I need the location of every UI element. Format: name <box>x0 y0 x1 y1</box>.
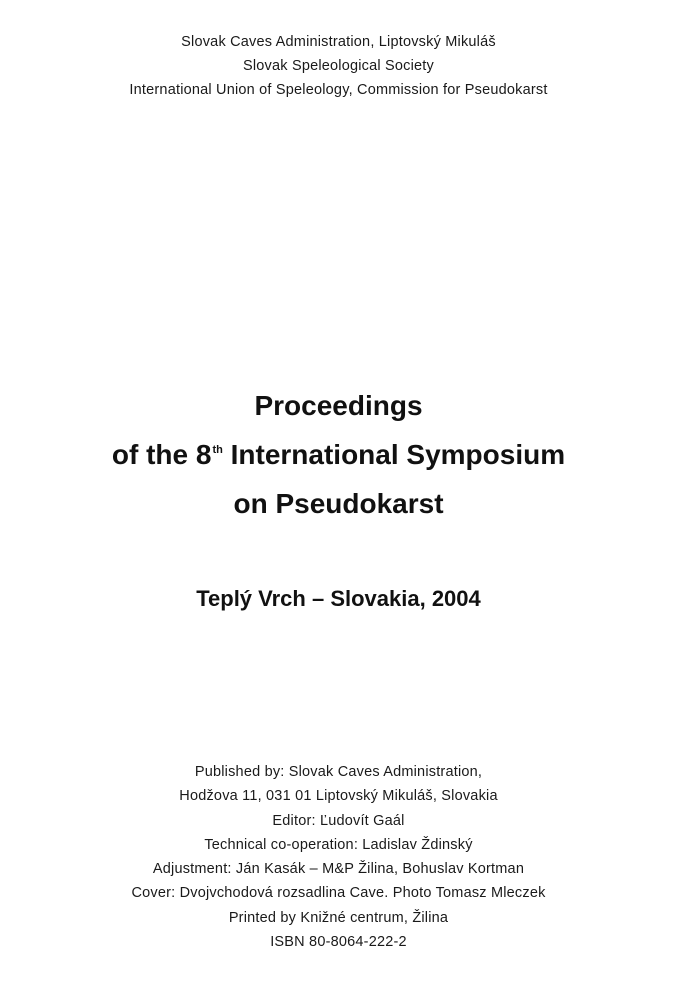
organizations-block <box>0 30 677 102</box>
imprint-block <box>0 760 677 954</box>
address-line: Hodžova 11, 031 01 Liptovský Mikuláš, Slovakia <box>179 788 498 805</box>
adjustment-line: Adjustment: Ján Kasák – M&P Žilina, Bohuslav Kortman <box>152 861 525 878</box>
organization-line: Slovak Caves Administration, Liptovský Mikuláš <box>181 34 496 50</box>
organization-line: Slovak Speleological Society <box>243 58 434 74</box>
book-title <box>0 381 677 528</box>
title-line-3: on Pseudokarst <box>233 488 444 519</box>
title-line-1: Proceedings <box>254 390 423 421</box>
technical-cooperation-line: Technical co-operation: Ladislav Ždinský <box>204 836 473 853</box>
ordinal-suffix: th <box>212 444 223 456</box>
venue-and-year: Teplý Vrch – Slovakia, 2004 <box>196 586 481 611</box>
editor-line: Editor: Ľudovít Gaál <box>272 812 405 829</box>
publisher-line: Published by: Slovak Caves Administration, <box>194 764 483 780</box>
title-line-2 <box>0 430 677 479</box>
title-line-2-end: International Symposium <box>222 439 566 470</box>
cover-credit-line: Cover: Dvojvchodová rozsadlina Cave. Photo Tomasz Mleczek <box>131 885 546 902</box>
title-line-2-start: of the 8 <box>111 439 212 470</box>
isbn-line: ISBN 80-8064-222-2 <box>270 934 407 951</box>
organization-line: International Union of Speleology, Commission for Pseudokarst <box>129 82 548 98</box>
printer-line: Printed by Knižné centrum, Žilina <box>228 909 449 926</box>
